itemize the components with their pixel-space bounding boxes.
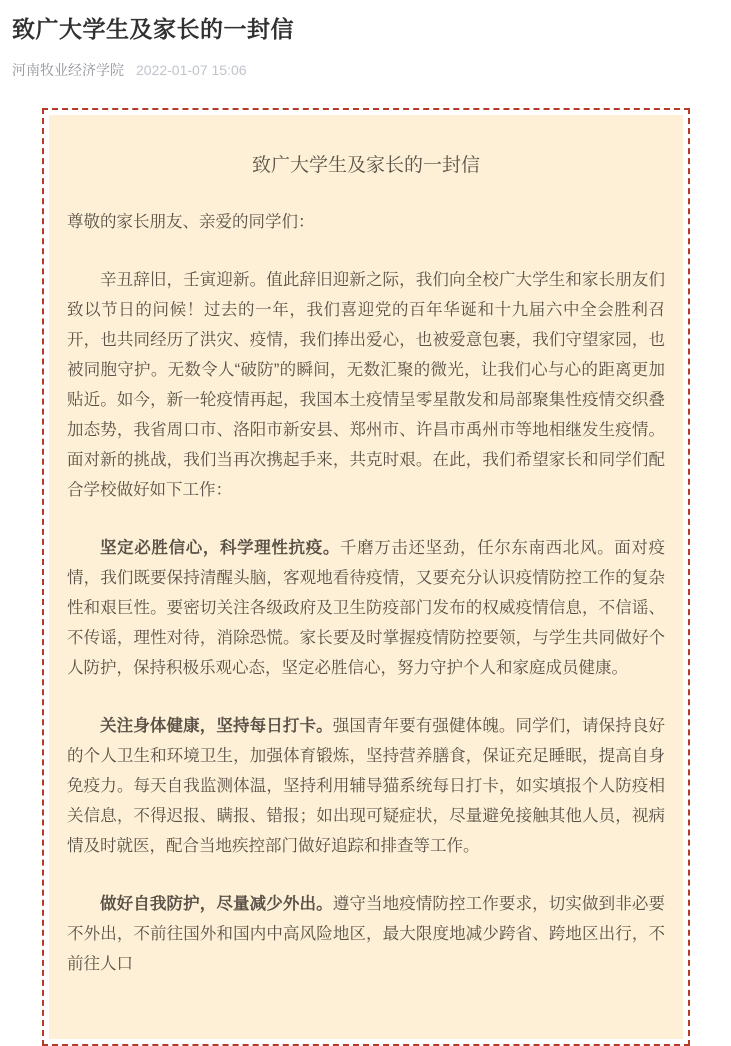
paragraph-lead: 坚定必胜信心，科学理性抗疫。 <box>100 539 340 557</box>
paragraph-text: 千磨万击还坚劲，任尔东南西北风。面对疫情，我们既要保持清醒头脑，客观地看待疫情，又要充分认识疫情防控工作的复杂性和艰巨性。要密切关注各级政府及卫生防疫部门发布的权威疫情信息，不信谣、不传谣，理性对待，消除恐慌。家长要及时掌握疫情防控要领，与学生共同做好个人防护，保持积极乐观心态，坚定必胜信心，努力守护个人和家庭成员健康。 <box>67 539 665 677</box>
source-name[interactable]: 河南牧业经济学院 <box>12 62 124 78</box>
article-header <box>0 0 731 80</box>
letter-paragraph <box>67 533 665 683</box>
paragraph-lead: 做好自我防护，尽量减少外出。 <box>100 895 333 913</box>
letter-title: 致广大学生及家长的一封信 <box>251 155 480 176</box>
byline <box>12 60 719 80</box>
paragraph-text: 强国青年要有强健体魄。同学们，请保持良好的个人卫生和环境卫生，加强体育锻炼，坚持营养膳食，保证充足睡眠，提高自身免疫力。每天自我监测体温，坚持利用辅导猫系统每日打卡，如实填报个人防疫相关信息，不得迟报、瞒报、错报；如出现可疑症状，尽量避免接触其他人员，视病情及时就医，配合当地疾控部门做好追踪和排查等工作。 <box>67 717 666 855</box>
publish-time: 2022-01-07 15:06 <box>136 62 247 78</box>
letter-frame <box>42 108 690 1046</box>
letter-paragraph <box>67 265 665 505</box>
letter-paragraph <box>67 711 665 861</box>
letter-paragraph <box>67 889 665 979</box>
page-title: 致广大学生及家长的一封信 <box>12 16 294 42</box>
paragraph-text: 遵守当地疫情防控工作要求，切实做到非必要不外出，不前往国外和国内中高风险地区，最大限度地减少跨省、跨地区出行，不前往人口 <box>67 895 666 973</box>
letter-body <box>49 115 683 1039</box>
letter-salutation: 尊敬的家长朋友、亲爱的同学们： <box>67 213 315 231</box>
paragraph-lead: 关注身体健康，坚持每日打卡。 <box>100 717 333 735</box>
paragraph-text: 辛丑辞旧，壬寅迎新。值此辞旧迎新之际，我们向全校广大学生和家长朋友们致以节日的问候！过去的一年，我们喜迎党的百年华诞和十九届六中全会胜利召开，也共同经历了洪灾、疫情，我们捧出爱心，也被爱意包裹，我们守望家园，也被同胞守护。无数令人“破防”的瞬间，无数汇聚的微光，让我们心与心的距离更加贴近。如今，新一轮疫情再起，我国本土疫情呈零星散发和局部聚集性疫情交织叠加态势，我省周口市、洛阳市新安县、郑州市、许昌市禹州市等地相继发生疫情。面对新的挑战，我们当再次携起手来，共克时艰。在此，我们希望家长和同学们配合学校做好如下工作： <box>67 271 665 499</box>
